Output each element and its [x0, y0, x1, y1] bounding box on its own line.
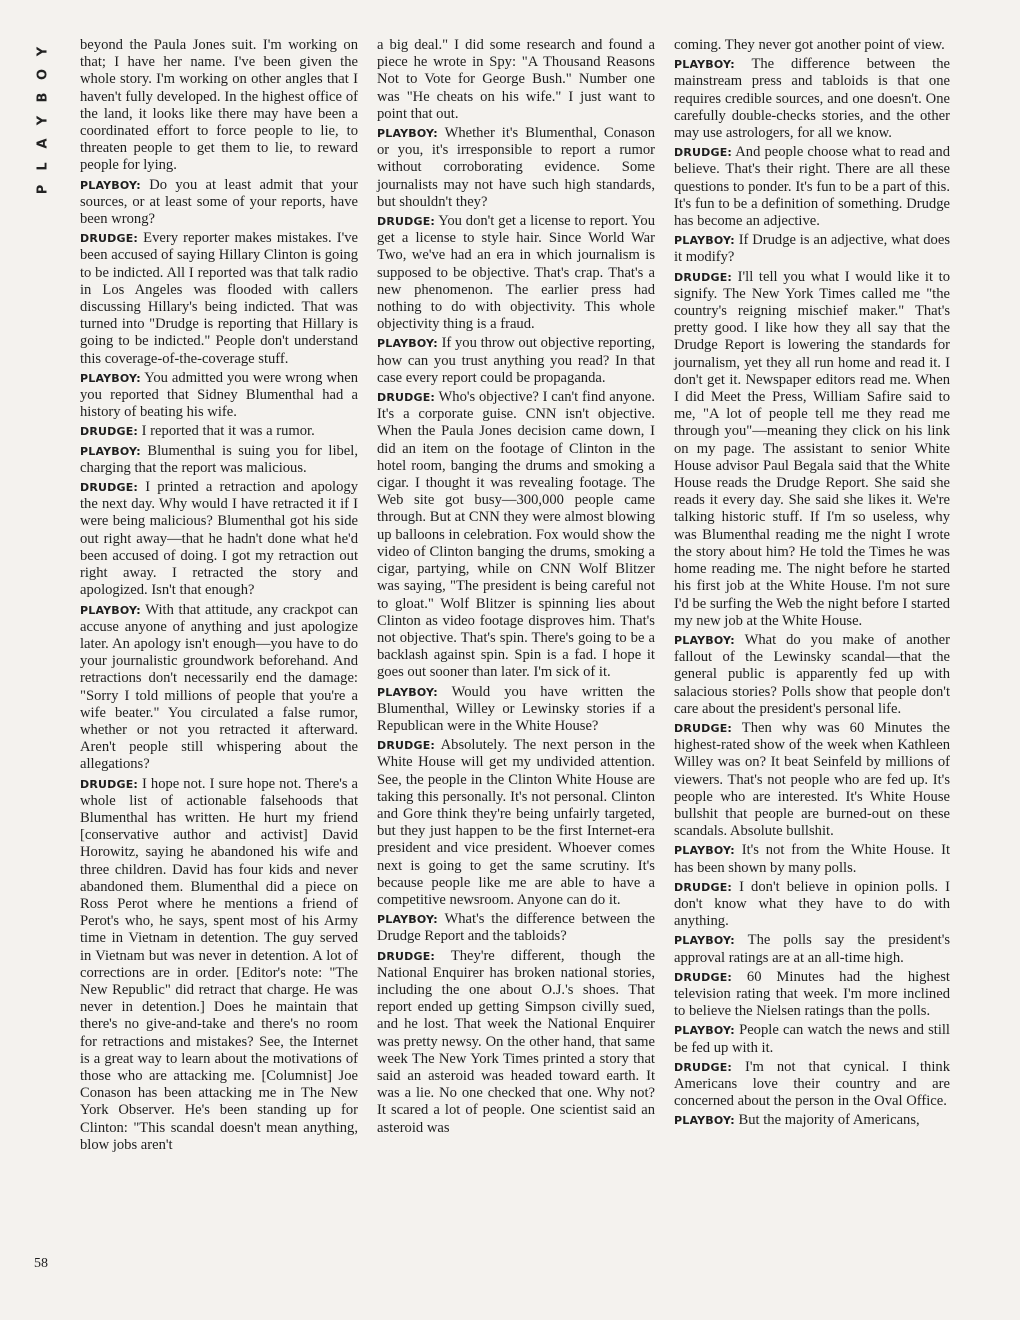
- paragraph: [80, 177, 358, 229]
- speaker-label: DRUDGE:: [674, 970, 733, 984]
- speaker-label: DRUDGE:: [377, 739, 436, 753]
- paragraph-text: Would you have written the Blumenthal, Willey or Lewinsky stories if a Republican were in the White House?: [377, 683, 656, 734]
- paragraph-text: You don't get a license to report. You get a license to style hair. Since World War Two, we've had an era in which journalism is supposed to be objective. That's crap. That's a new phenomenon. The earlier press had nothing to do with objectivity. This whole objectivity thing is a fraud.: [377, 213, 656, 333]
- speaker-label: PLAYBOY:: [80, 444, 141, 458]
- paragraph-text: If you throw out objective reporting, how can you trust anything you read? In that case every report could be propaganda.: [377, 335, 655, 386]
- paragraph-text: The polls say the president's approval ratings are at an all-time high.: [674, 932, 951, 966]
- paragraph: [80, 230, 358, 368]
- speaker-label: PLAYBOY:: [674, 58, 735, 72]
- paragraph: [674, 56, 950, 142]
- speaker-label: PLAYBOY:: [377, 913, 438, 927]
- paragraph: [674, 720, 950, 840]
- paragraph-text: Every reporter makes mistakes. I've been accused of saying Hillary Clinton is going to be indicted. All I reported was that talk radio in Los Angeles was flooded with callers discussing Hillary's being indicted. That was turned into "Drudge is reporting that Hillary is going to be indicted." People don't understand this coverage-of-the-coverage stuff.: [80, 230, 358, 367]
- paragraph: [80, 370, 358, 422]
- paragraph-text: But the majority of Americans,: [738, 1112, 920, 1129]
- paragraph-text: They're different, though the National Enquirer has broken national stories, including the one about O.J.'s shoes. That report ended up getting Simpson civilly sued, and he lost. That week the National Enquirer was pretty newsy. On the other hand, that same week The New York Times printed a story that said an asteroid was headed toward earth. It was a lie. No one checked that one. Why not? It scared a lot of people. One scientist said an asteroid was: [377, 947, 655, 1136]
- speaker-label: DRUDGE:: [674, 1060, 733, 1074]
- paragraph-text: a big deal." I did some research and found a piece he wrote in Spy: "A Thousand Reasons Not to Vote for George Bush." Number one was "He cheats on his wife." I just want to point that out.: [377, 37, 655, 122]
- paragraph: [377, 737, 655, 909]
- paragraph: [80, 602, 358, 774]
- speaker-label: PLAYBOY:: [674, 633, 735, 647]
- paragraph-text: Absolutely. The next person in the White House will get my undivided attention. See, the people in the Clinton White House are taking this personally. It's not personal. Clinton and Gore think they're being unfairly targeted, but they just happen to be the first Internet-era president and vice president. Whoever comes next is going to get the same scrutiny. It's because people like me are able to have a competitive newsroom. Anyone can do it.: [377, 737, 655, 908]
- paragraph: [377, 335, 655, 387]
- paragraph-text: Who's objective? I can't find anyone. It's a corporate guise. CNN isn't objective. When the Paula Jones decision came down, I did an item on the footage of Clinton in the hotel room, banging the drums and smoking a cigar. I thought it was revealing footage. The Web site got busy—300,000 people came through. But at CNN they were almost blowing up balloons in celebration. Fox would show the video of Clinton banging the drums, smoking a cigar, partying, while on CNN Wolf Blitzer was saying, "The president is being careful not to gloat." Wolf Blitzer is spinning lies about Clinton as video footage disproves him. That's not objective. That's spin. There's going to be a backlash against spin. Spin is a fad. I hope it goes out sooner than later. I'm sick of it.: [377, 389, 656, 681]
- speaker-label: DRUDGE:: [674, 270, 733, 284]
- paragraph: [674, 879, 950, 931]
- paragraph: [377, 684, 655, 736]
- paragraph-text: People can watch the news and still be fed up with it.: [674, 1022, 950, 1056]
- paragraph: [80, 423, 358, 440]
- speaker-label: DRUDGE:: [377, 391, 436, 405]
- speaker-label: DRUDGE:: [674, 880, 733, 894]
- speaker-label: DRUDGE:: [80, 232, 139, 246]
- text-column-3: [674, 37, 950, 1132]
- paragraph-text: What's the difference between the Drudge Report and the tabloids?: [377, 911, 655, 945]
- text-column-1: [80, 37, 358, 1156]
- text-column-2: [377, 37, 655, 1139]
- speaker-label: PLAYBOY:: [674, 844, 735, 858]
- paragraph: [377, 911, 655, 945]
- paragraph: [80, 776, 358, 1154]
- speaker-label: DRUDGE:: [377, 949, 436, 963]
- speaker-label: PLAYBOY:: [377, 127, 438, 141]
- paragraph-text: 60 Minutes had the highest television rating that week. I'm more inclined to believe the Nielsen ratings than the polls.: [674, 968, 950, 1020]
- paragraph-text: With that attitude, any crackpot can accuse anyone of anything and just apologize later. An apology isn't enough—you have to do your journalistic groundwork beforehand. And retractions don't necessarily end the damage: "Sorry I told millions of people that you're a wife beater." You circulated a false rumor, whether or not you retracted it afterward. Aren't people still whispering about the allegations?: [80, 601, 359, 773]
- paragraph: [377, 37, 655, 123]
- speaker-label: PLAYBOY:: [674, 934, 735, 948]
- paragraph-text: Whether it's Blumenthal, Conason or you, it's irresponsible to report a rumor without corroborating evidence. Some journalists may not have such high standards, but shouldn't they?: [377, 125, 655, 210]
- paragraph-text: beyond the Paula Jones suit. I'm working on that; I have her name. I've been given the whole story. I'm working on other angles that I haven't fully developed. In the highest office of the land, it looks like there may have been a coordinated effort to force people to lie, to threaten people to get them to lie, to reward people for lying.: [80, 37, 358, 174]
- page-number: 58: [34, 1256, 48, 1271]
- paragraph: [674, 969, 950, 1021]
- paragraph: [377, 213, 655, 333]
- speaker-label: PLAYBOY:: [377, 337, 438, 351]
- paragraph-text: coming. They never got another point of view.: [674, 37, 945, 53]
- speaker-label: DRUDGE:: [377, 215, 436, 229]
- paragraph-text: I reported that it was a rumor.: [141, 423, 315, 440]
- paragraph-text: I'm not that cynical. I think Americans love their country and are concerned about the person in the Oval Office.: [674, 1058, 950, 1110]
- paragraph-text: I'll tell you what I would like it to signify. The New York Times called me "the country's reigning mischief maker." That's pretty good. I like how they all say that the Drudge Report is lowering the standards for journalism, yet they all run home and read it. I don't get it. Newspaper editors read me. When I did Meet the Press, William Safire said to me, "A lot of people tell me they read me through you"—meaning they click on his link on my page. The assistant to senior White House advisor Paul Begala said that the White House reads the Drudge Report. She said she reads it every day. She said she likes it. We're talking historic stuff. If I'm so useless, why was Blumenthal reading me the night I wrote the story about him? He told the Times he was home reading me. The night before he started his first job at the White House. I'm not sure I'd be surfing the Web the night before I started my new job at the White House.: [674, 268, 951, 629]
- paragraph: [674, 932, 950, 966]
- paragraph: [377, 948, 655, 1137]
- speaker-label: PLAYBOY:: [674, 1114, 735, 1128]
- speaker-label: DRUDGE:: [674, 146, 733, 160]
- paragraph: [80, 443, 358, 477]
- speaker-label: PLAYBOY:: [674, 234, 735, 248]
- magazine-label: Y O B Y A L P: [35, 46, 51, 195]
- speaker-label: PLAYBOY:: [674, 1024, 735, 1038]
- paragraph: [80, 37, 358, 175]
- paragraph-text: And people choose what to read and believe. That's their right. There are all these questions to ponder. It's fun to be a part of this. It's fun to be a definition of something. Drudge has become an adjective.: [674, 144, 951, 230]
- paragraph: [674, 1022, 950, 1056]
- paragraph: [674, 1112, 950, 1129]
- paragraph: [674, 632, 950, 718]
- paragraph: [674, 842, 950, 876]
- speaker-label: DRUDGE:: [80, 425, 139, 439]
- speaker-label: PLAYBOY:: [377, 685, 438, 699]
- paragraph: [377, 389, 655, 681]
- paragraph-text: I hope not. I sure hope not. There's a whole list of actionable falsehoods that Blumenthal has written. He hurt my friend [conservative author and activist] David Horowitz, saying he abandoned his wife and three children. David has four kids and never abandoned them. Blumenthal did a piece on Ross Perot where he mentions a friend of Perot's who, he says, spent most of his Army time in Vietnam in detention. The guy served in Vietnam but was never in detention. A lot of corrections are in order. [Editor's note: "The New Republic" did retract that charge. He was never in detention.] Does he maintain that there's no give-and-take and there's no room for retractions and mistakes? See, the Internet is a great way to learn about the motivations of those who are attacking me. [Columnist] Joe Conason has been attacking me in The New York Observer. He's been standing up for Clinton: "This scandal doesn't mean anything, blow jobs aren't: [80, 775, 358, 1153]
- paragraph-text: You admitted you were wrong when you reported that Sidney Blumenthal had a history of beating his wife.: [80, 369, 359, 421]
- paragraph: [80, 479, 358, 599]
- paragraph-text: What do you make of another fallout of the Lewinsky scandal—that the general public is apparently fed up with salacious stories? Polls show that people don't care about the president's personal life.: [674, 631, 950, 717]
- paragraph: [674, 37, 950, 54]
- speaker-label: DRUDGE:: [80, 777, 139, 791]
- paragraph-text: The difference between the mainstream press and tabloids is that one requires credible sources, and one doesn't. One carefully double-checks stories, and the other may use astrologers, for all we know.: [674, 56, 950, 142]
- speaker-label: DRUDGE:: [80, 481, 139, 495]
- paragraph-text: I don't believe in opinion polls. I don't know what they have to do with anything.: [674, 878, 951, 930]
- paragraph: [674, 144, 950, 230]
- speaker-label: PLAYBOY:: [80, 371, 141, 385]
- paragraph-text: I printed a retraction and apology the next day. Why would I have retracted it if I were being malicious? Blumenthal got his side out right away—that he hadn't done what he'd been accused of doing. I got my retraction out right away. I retracted the story and apologized. Isn't that enough?: [80, 479, 358, 599]
- speaker-label: PLAYBOY:: [80, 178, 141, 192]
- paragraph-text: Do you at least admit that your sources, or at least some of your reports, have been wrong?: [80, 176, 358, 228]
- speaker-label: DRUDGE:: [674, 721, 733, 735]
- paragraph-text: Then why was 60 Minutes the highest-rated show of the week when Kathleen Willey was on? It beat Seinfeld by millions of viewers. That's not people who are fed up. It's people who are interested. It's White House bullshit that people are burned-out on these scandals. Absolute bullshit.: [674, 719, 950, 840]
- paragraph-text: Blumenthal is suing you for libel, charging that the report was malicious.: [80, 442, 358, 476]
- paragraph-text: If Drudge is an adjective, what does it modify?: [674, 232, 950, 266]
- paragraph: [377, 125, 655, 211]
- paragraph: [674, 269, 950, 630]
- paragraph: [674, 1059, 950, 1111]
- speaker-label: PLAYBOY:: [80, 603, 141, 617]
- paragraph-text: It's not from the White House. It has been shown by many polls.: [674, 842, 950, 876]
- paragraph: [674, 232, 950, 266]
